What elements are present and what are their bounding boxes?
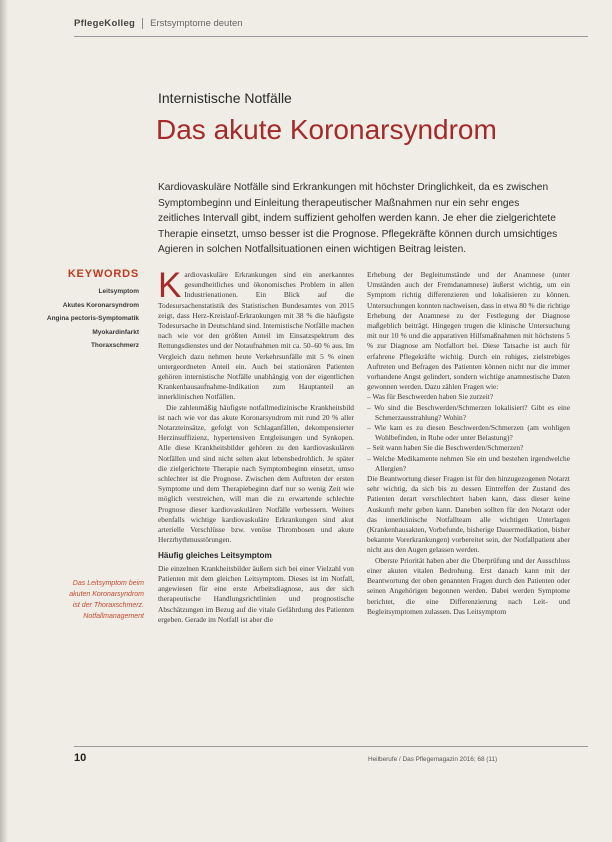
drop-cap: K [158,270,182,305]
body-paragraph: Die zahlenmäßig häufigste notfallmedizinische Krankheitsbild ist nach wie vor das akute Koronarsyndrom mit rund 20 % aller Notarzteinsätze, gefolgt von Schlaganfällen, dekompensierter Herzinsuffizienz, hypertensiven Entgleisungen und Synkopen. Alle diese Krankheitsbilder gehören zu den kardiovaskulären Notfällen und sind nicht selten akut lebensbedrohlich. Je später die zielgerichtete Therapie nach Symptombeginn einsetzt, umso schlechter ist die Prognose. Zwischen dem Auftreten der ersten Symptome und dem Therapiebeginn darf nur so wenig Zeit wie möglich verstreichen, will man die zu erwartende schlechte Prognose dieser kardiovaskulären Notfälle verbessern. Weiters ebenfalls wichtige kardiovaskuläre Erkrankungen sind akut arterielle Verschlüsse bzw. venöse Thrombosen und akute Herzrhythmusstörungen. [158,402,354,545]
margin-caption: Das Leitsymptom beim akuten Koronarsyndrom ist der Thoraxschmerz. Notfallmanagement [69,580,144,620]
keyword-item: Thoraxschmerz [90,342,139,349]
running-head-divider [142,18,143,29]
page-number: 10 [74,752,87,764]
question-item: – Wie kam es zu diesen Beschwerden/Schmerzen (am wohligen Wohlbefinden, in Ruhe oder unter Belastung)? [367,423,570,443]
article-title: Das akute Koronarsyndrom [156,114,497,145]
body-paragraph: Oberste Priorität haben aber die Überprüfung und der Ausschluss einer akuten vitalen Bedrohung. Erst danach kann mit der Beantwortung der oben genannten Fragen durch den Patienten oder seinen Angehörigen begonnen werden. Dabei werden Symptome berichtet, die eine Differenzierung nach Leit- und Begleitsymptomen zulassen. Das Leitsymptom [367,555,570,616]
question-list [367,392,570,474]
keywords-heading: KEYWORDS [67,268,139,280]
question-item: – Wo sind die Beschwerden/Schmerzen lokalisiert? Gibt es eine Schmerzausstrahlung? Wohin? [367,403,570,423]
keyword-item: Angina pectoris-Symptomatik [46,315,139,322]
section-brand: PflegeKolleg [74,18,136,29]
body-paragraph-text: ardiovaskuläre Erkrankungen sind ein anerkanntes gesundheitliches und ökonomisches Problem in allen Industrienationen. Ein Blick auf die Todesursachenstatistik des Statistischen Bundesamtes von 2015 zeigt, dass Herz-Kreislauf-Erkrankungen mit 38 % die häufigste Todesursache in Deutschland sind. Internistische Notfälle machen nach wie vor den größten Anteil im Einsatzspektrum des Rettungsdienstes und der Notaufnahmen mit ca. 50–60 % aus. Im Vergleich dazu nehmen heute Verkehrsunfälle mit 5 % einen untergeordneten Anteil ein. Auch bei stationären Patienten gehören internistische Notfälle unabhängig von der eigentlichen Krankenhausaufnahme-Indikation zum Hauptanteil an innerklinischen Notfällen. [158,270,354,402]
section-subheading: Häufig gleiches Leitsymptom [158,551,272,561]
page-spine-shadow [0,0,8,842]
body-paragraph: Die einzelnen Krankheitsbilder äußern sich bei einer Vielzahl von Patienten mit dem gleichen Leitsymptom. Dieses ist im Notfall, angewiesen für eine erste Arbeitsdiagnose, aus der sich therapeutische Handlungsrichtlinien und prognostische Abschätzungen im Bezug auf die vitale Gefährdung des Patienten ergeben. Gerade im Notfall ist aber die [158,563,354,624]
body-paragraph: Die Beantwortung dieser Fragen ist für den hinzugezogenen Notarzt sehr wichtig, da sich bis zu dessen Eintreffen der Zustand des Patienten derart verschlechtert haben kann, dass dieser keine Auskunft mehr geben kann. Daneben sollten für den Notarzt oder das innerklinische Notfallteam alle wichtigen Unterlagen (Krankenhausakten, Vorbefunde, bisherige Dauermedikation, bisher bekannte Vorerkrankungen) vorbereitet sein, der Notfallpatient aber nicht aus den Augen gelassen werden. [367,474,570,555]
body-paragraph: Erhebung der Begleitumstände und der Anamnese (unter Umständen auch der Fremdanamnese) äußerst wichtig, um ein Symptom richtig differenzieren und lokalisieren zu können. Untersuchungen konnten nachweisen, dass in etwa 80 % die richtige Erhebung der Anamnese zu der Festlegung der Diagnose maßgeblich beiträgt. Hingegen trugen die klinische Untersuchung mit nur 10 % und die apparativen Hilfsmaßnahmen mit höchstens 5 % zur Diagnose am Notfallort bei. Diese Tatsache ist auch für erfahrene Pflegekräfte wichtig. Durch ein ruhiges, zielstrebiges Auftreten und Befragen des Patienten können nicht nur die immer vorhandene Angst gelindert, sondern wichtige anamnestische Daten gewonnen werden. Dazu zählen Fragen wie: [367,270,570,392]
question-item: – Welche Medikamente nehmen Sie ein und bestehen irgendwelche Allergien? [367,454,570,474]
running-head [74,18,243,29]
question-item: – Seit wann haben Sie die Beschwerden/Schmerzen? [367,443,570,453]
keywords-list [44,287,139,355]
keyword-item: Myokardinfarkt [92,328,139,336]
body-column-1 [158,270,354,810]
keyword-item: Akutes Koronarsyndrom [62,301,139,309]
body-column-2 [367,270,570,810]
body-paragraph [158,270,354,403]
question-item: – Was für Beschwerden haben Sie zurzeit? [367,392,570,402]
header-rule [74,36,588,37]
footer-rule [74,746,588,747]
keyword-item: Leitsymptom [98,288,139,295]
journal-citation: Heilberufe / Das Pflegemagazin 2016; 68 (11) [368,756,498,763]
section-topic: Erstsymptome deuten [150,18,243,29]
article-lead: Kardiovaskuläre Notfälle sind Erkrankungen mit höchster Dringlichkeit, da es zwischen Symptombeginn und Einleitung therapeutischer Maßnahmen nur ein sehr enges zeitliches Intervall gibt, indem suffizient geholfen werden kann. Je eher die zielgerichtete Therapie einsetzt, umso besser ist die Prognose. Pflegekräfte können durch umsichtiges Agieren in solchen Notfallsituationen einen wichtigen Beitrag leisten. [158,182,558,255]
article-kicker: Internistische Notfälle [158,90,292,106]
